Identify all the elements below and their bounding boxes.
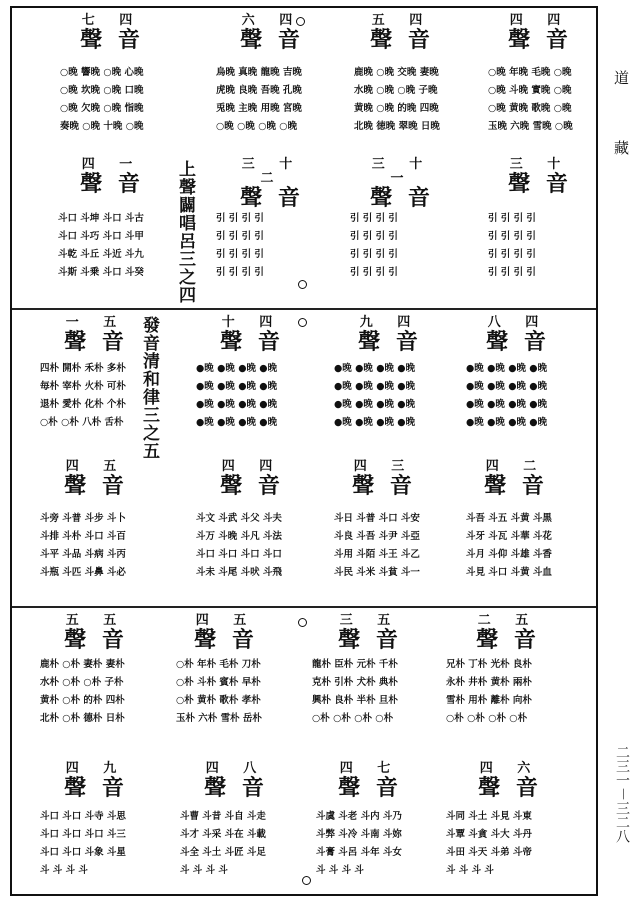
character-grid [216,64,302,136]
grid-row: ●晚 ●晚 ●晚 ●晚 [466,381,548,392]
character-grid [176,656,262,728]
grid-row: ●晚 ●晚 ●晚 ●晚 [196,399,278,410]
sound-heading [362,14,442,52]
grid-row: 克朴 引朴 犬朴 典朴 [312,677,398,688]
grid-row: 斗用 斗陌 斗王 斗乙 [334,549,420,560]
grid-row: 斗旁 斗普 斗步 斗卜 [40,513,126,524]
character-grid [316,808,402,880]
grid-row: 引 引 引 引 [350,267,398,278]
character-grid [488,64,573,136]
heading-title: 聲 音 [240,27,304,53]
grid-row: 斗文 斗武 斗父 斗夫 [196,513,282,524]
sound-heading [212,316,292,354]
heading-title: 聲 音 [338,627,402,653]
heading-numerals: 四 九 [65,761,127,776]
character-grid [196,360,277,432]
heading-numerals: 四 三 [353,459,415,474]
character-grid [216,210,264,282]
grid-row: ○朴 ○朴 八朴 舌朴 [40,417,124,428]
grid-row: ●晚 ●晚 ●晚 ●晚 [196,381,278,392]
character-grid [446,656,532,728]
grid-row: 雪朴 用朴 離朴 向朴 [446,695,532,706]
page-number: 二三一－三二八 [614,745,630,843]
circle-mark [296,17,305,26]
grid-row: 引 引 引 引 [216,267,264,278]
section-divider [12,308,596,310]
grid-row: 斗田 斗天 斗弟 斗帝 [446,847,532,858]
character-grid [40,510,126,582]
heading-title: 聲 音 [240,185,304,211]
character-grid [40,656,125,728]
heading-title: 聲 音 [370,185,434,211]
grid-row: 斗 斗 斗 斗 [40,865,88,876]
circle-mark [298,280,307,289]
heading-title: 聲 音 [64,473,128,499]
sound-heading [56,614,136,652]
character-grid [334,360,415,432]
grid-row: 引 引 引 引 [350,213,398,224]
sound-heading [196,762,276,800]
grid-row: 斗才 斗采 斗在 斗載 [180,829,266,840]
grid-row: 退朴 愛朴 化朴 个朴 [40,399,126,410]
grid-row: ○朴 黄朴 歌朴 孝朴 [176,695,261,706]
grid-row: 玉朴 六朴 雪朴 岳朴 [176,713,262,724]
character-grid [60,64,144,136]
grid-row: 斗虞 斗老 斗内 斗乃 [316,811,402,822]
heading-numerals: 四 五 [195,613,257,628]
heading-numerals: 四 一 [81,157,143,172]
heading-title: 聲 音 [352,473,416,499]
heading-numerals: 五 四 [371,13,433,28]
grid-row: 斗見 斗口 斗黄 斗血 [466,567,552,578]
grid-row: ○晚 ○晚 ○晚 ○晚 [216,121,298,132]
sound-heading [232,158,312,210]
heading-numerals: 四 四 [221,459,283,474]
grid-row: 引 引 引 引 [488,267,536,278]
grid-row: 斗曹 斗昔 斗自 斗走 [180,811,266,822]
heading-title: 聲 音 [370,27,434,53]
heading-numerals: 四 四 [509,13,571,28]
grid-row: 斗良 斗吾 斗尹 斗亞 [334,531,420,542]
circle-mark [298,318,307,327]
grid-row: ○朴 ○朴 ○朴 ○朴 [446,713,528,724]
grid-row: 斗乾 斗丘 斗近 斗九 [58,249,144,260]
sound-heading [350,316,430,354]
vertical-title: 上聲闢唱呂三之四 [175,160,195,304]
character-grid [488,210,536,282]
sound-heading [344,460,424,498]
sound-heading [478,316,558,354]
heading-title: 聲 音 [220,473,284,499]
sound-heading [500,14,580,52]
heading-numerals: 四 二 [485,459,547,474]
heading-title: 聲 音 [486,329,550,355]
character-grid [40,360,126,432]
character-grid [180,808,266,880]
sound-heading [56,460,136,498]
grid-row: 斗排 斗朴 斗口 斗百 [40,531,126,542]
heading-numerals: 三 五 [339,613,401,628]
circle-mark [302,876,311,885]
heading-numerals: 三 十 [509,157,571,172]
sound-heading [500,158,580,196]
sound-heading [72,158,152,196]
grid-row: ○晚 黄晚 歌晚 ○晚 [488,103,572,114]
character-grid [466,510,552,582]
character-grid [58,210,144,282]
heading-title: 聲 音 [338,775,402,801]
grid-row: 玉晚 六晚 雪晚 ○晚 [488,121,573,132]
heading-numerals: 四 七 [339,761,401,776]
grid-row: ○晚 響晚 ○晚 心晚 [60,67,144,78]
grid-row: 斗覃 斗貪 斗大 斗丹 [446,829,532,840]
sound-heading [330,614,410,652]
heading-title: 聲 音 [194,627,258,653]
sound-heading [72,14,152,52]
heading-numerals: 二 五 [477,613,539,628]
sound-heading [362,158,442,210]
grid-row: 黄晚 ○晚 的晚 四晚 [354,103,439,114]
grid-row: ○朴 年朴 毛朴 刀朴 [176,659,261,670]
heading-title: 聲 音 [64,627,128,653]
sound-heading [56,762,136,800]
grid-row: 斗万 斗晚 斗凡 斗法 [196,531,282,542]
grid-row: 斗口 斗坤 斗口 斗古 [58,213,144,224]
character-grid [350,210,398,282]
grid-row: 引 引 引 引 [216,249,264,260]
grid-row: 斗日 斗普 斗口 斗安 [334,513,420,524]
heading-numerals: 四 五 [65,459,127,474]
heading-title: 聲 音 [508,27,572,53]
grid-row: 引 引 引 引 [488,231,536,242]
sound-heading [470,762,550,800]
grid-row: 斗民 斗米 斗貧 斗一 [334,567,420,578]
grid-row: 龍朴 臣朴 元朴 千朴 [312,659,398,670]
sound-heading [476,460,556,498]
margin-label-zang: 藏 [612,140,630,155]
heading-numerals: 四 六 [479,761,541,776]
grid-row: 鹿朴 ○朴 妻朴 妻朴 [40,659,125,670]
character-grid [312,656,398,728]
grid-row: 引 引 引 引 [488,249,536,260]
grid-row: ○晚 年晚 毛晚 ○晚 [488,67,572,78]
heading-numerals: 八 四 [487,315,549,330]
grid-row: 引 引 引 引 [216,231,264,242]
grid-row: 斗 斗 斗 斗 [180,865,228,876]
heading-title: 聲 音 [64,329,128,355]
grid-row: 烏晚 真晚 龍晚 吉晚 [216,67,302,78]
heading-title: 聲 音 [64,775,128,801]
grid-row: 斗口 斗口 斗口 斗三 [40,829,126,840]
grid-row: 斗 斗 斗 斗 [316,865,364,876]
grid-row: 虎晚 良晚 吾晚 孔晚 [216,85,302,96]
grid-row: 北朴 ○朴 德朴 日朴 [40,713,125,724]
grid-row: ●晚 ●晚 ●晚 ●晚 [334,363,416,374]
grid-row: 斗弊 斗冷 斗南 斗妳 [316,829,402,840]
grid-row: 斗斯 斗乗 斗口 斗癸 [58,267,144,278]
heading-title: 聲 音 [204,775,268,801]
grid-row: 斗同 斗土 斗見 斗東 [446,811,532,822]
grid-row: 斗口 斗巧 斗口 斗甲 [58,231,144,242]
grid-row: 鹿晚 ○晚 交晚 妻晚 [354,67,439,78]
heading-title: 聲 音 [508,171,572,197]
margin-label-dao: 道 [612,70,630,85]
sound-heading [212,460,292,498]
grid-row: 永朴 井朴 黄朴 兩朴 [446,677,532,688]
grid-row: 引 引 引 引 [216,213,264,224]
grid-row: 斗平 斗品 斗病 斗丙 [40,549,126,560]
grid-row: ○晚 坎晚 ○晚 口晚 [60,85,144,96]
grid-row: 北晚 徳晚 翠晚 日晚 [354,121,440,132]
grid-row: 斗牙 斗瓦 斗華 斗花 [466,531,552,542]
heading-title: 聲 音 [484,473,548,499]
heading-title: 聲 音 [476,627,540,653]
character-grid [196,510,282,582]
grid-row: 毎朴 宰朴 火朴 可朴 [40,381,126,392]
grid-row: 斗膏 斗呂 斗年 斗女 [316,847,402,858]
grid-row: 斗口 斗口 斗寺 斗思 [40,811,126,822]
grid-row: 兎晚 主晚 用晚 宮晚 [216,103,302,114]
character-grid [334,510,420,582]
grid-row: ○晚 斗晚 實晚 ○晚 [488,85,572,96]
section-divider [12,606,596,608]
heading-title: 聲 音 [220,329,284,355]
grid-row: ○晚 欠晚 ○晚 恉晚 [60,103,144,114]
sound-heading [330,762,410,800]
heading-numerals: 六 四 [241,13,303,28]
heading-numerals: 三 十一 [371,157,433,186]
grid-row: ●晚 ●晚 ●晚 ●晚 [334,381,416,392]
character-grid [466,360,547,432]
character-grid [354,64,440,136]
character-grid [40,808,126,880]
grid-row: ●晚 ●晚 ●晚 ●晚 [466,363,548,374]
heading-numerals: 一 五 [65,315,127,330]
heading-numerals: 五 五 [65,613,127,628]
grid-row: ○朴 ○朴 ○朴 ○朴 [312,713,394,724]
grid-row: 斗未 斗尾 斗吠 斗飛 [196,567,282,578]
grid-row: 斗口 斗口 斗象 斗星 [40,847,126,858]
grid-row: ○朴 斗朴 賓朴 早朴 [176,677,261,688]
heading-title: 聲 音 [478,775,542,801]
grid-row: 斗月 斗仰 斗雄 斗香 [466,549,552,560]
grid-row: ●晚 ●晚 ●晚 ●晚 [196,417,278,428]
grid-row: 黄朴 ○朴 的朴 四朴 [40,695,125,706]
heading-numerals: 七 四 [81,13,143,28]
grid-row: 奏晚 ○晚 十晚 ○晚 [60,121,144,132]
heading-numerals: 十 四 [221,315,283,330]
heading-numerals: 四 八 [205,761,267,776]
grid-row: 四朴 開朴 禾朴 多朴 [40,363,126,374]
grid-row: 兄朴 丁朴 光朴 良朴 [446,659,532,670]
sound-heading [468,614,548,652]
heading-title: 聲 音 [80,171,144,197]
grid-row: 斗瓶 斗匹 斗鼻 斗必 [40,567,126,578]
grid-row: ●晚 ●晚 ●晚 ●晚 [334,399,416,410]
grid-row: ●晚 ●晚 ●晚 ●晚 [334,417,416,428]
grid-row: 水晚 ○晚 ○晚 子晚 [354,85,438,96]
vertical-title: 發音清和律三之五 [139,316,159,460]
grid-row: 斗 斗 斗 斗 [446,865,494,876]
grid-row: ●晚 ●晚 ●晚 ●晚 [466,399,548,410]
grid-row: ●晚 ●晚 ●晚 ●晚 [196,363,278,374]
heading-title: 聲 音 [80,27,144,53]
sound-heading [56,316,136,354]
grid-row: 興朴 良朴 半朴 旦朴 [312,695,398,706]
character-grid [446,808,532,880]
heading-numerals: 三 十二 [241,157,303,186]
grid-row: ●晚 ●晚 ●晚 ●晚 [466,417,548,428]
sound-heading [186,614,266,652]
grid-row: 引 引 引 引 [350,249,398,260]
circle-mark [298,618,307,627]
grid-row: 引 引 引 引 [488,213,536,224]
heading-title: 聲 音 [358,329,422,355]
grid-row: 水朴 ○朴 ○朴 子朴 [40,677,124,688]
grid-row: 斗口 斗口 斗口 斗口 [196,549,282,560]
grid-row: 引 引 引 引 [350,231,398,242]
grid-row: 斗吾 斗五 斗黄 斗黒 [466,513,552,524]
grid-row: 斗全 斗土 斗匠 斗足 [180,847,266,858]
heading-numerals: 九 四 [359,315,421,330]
